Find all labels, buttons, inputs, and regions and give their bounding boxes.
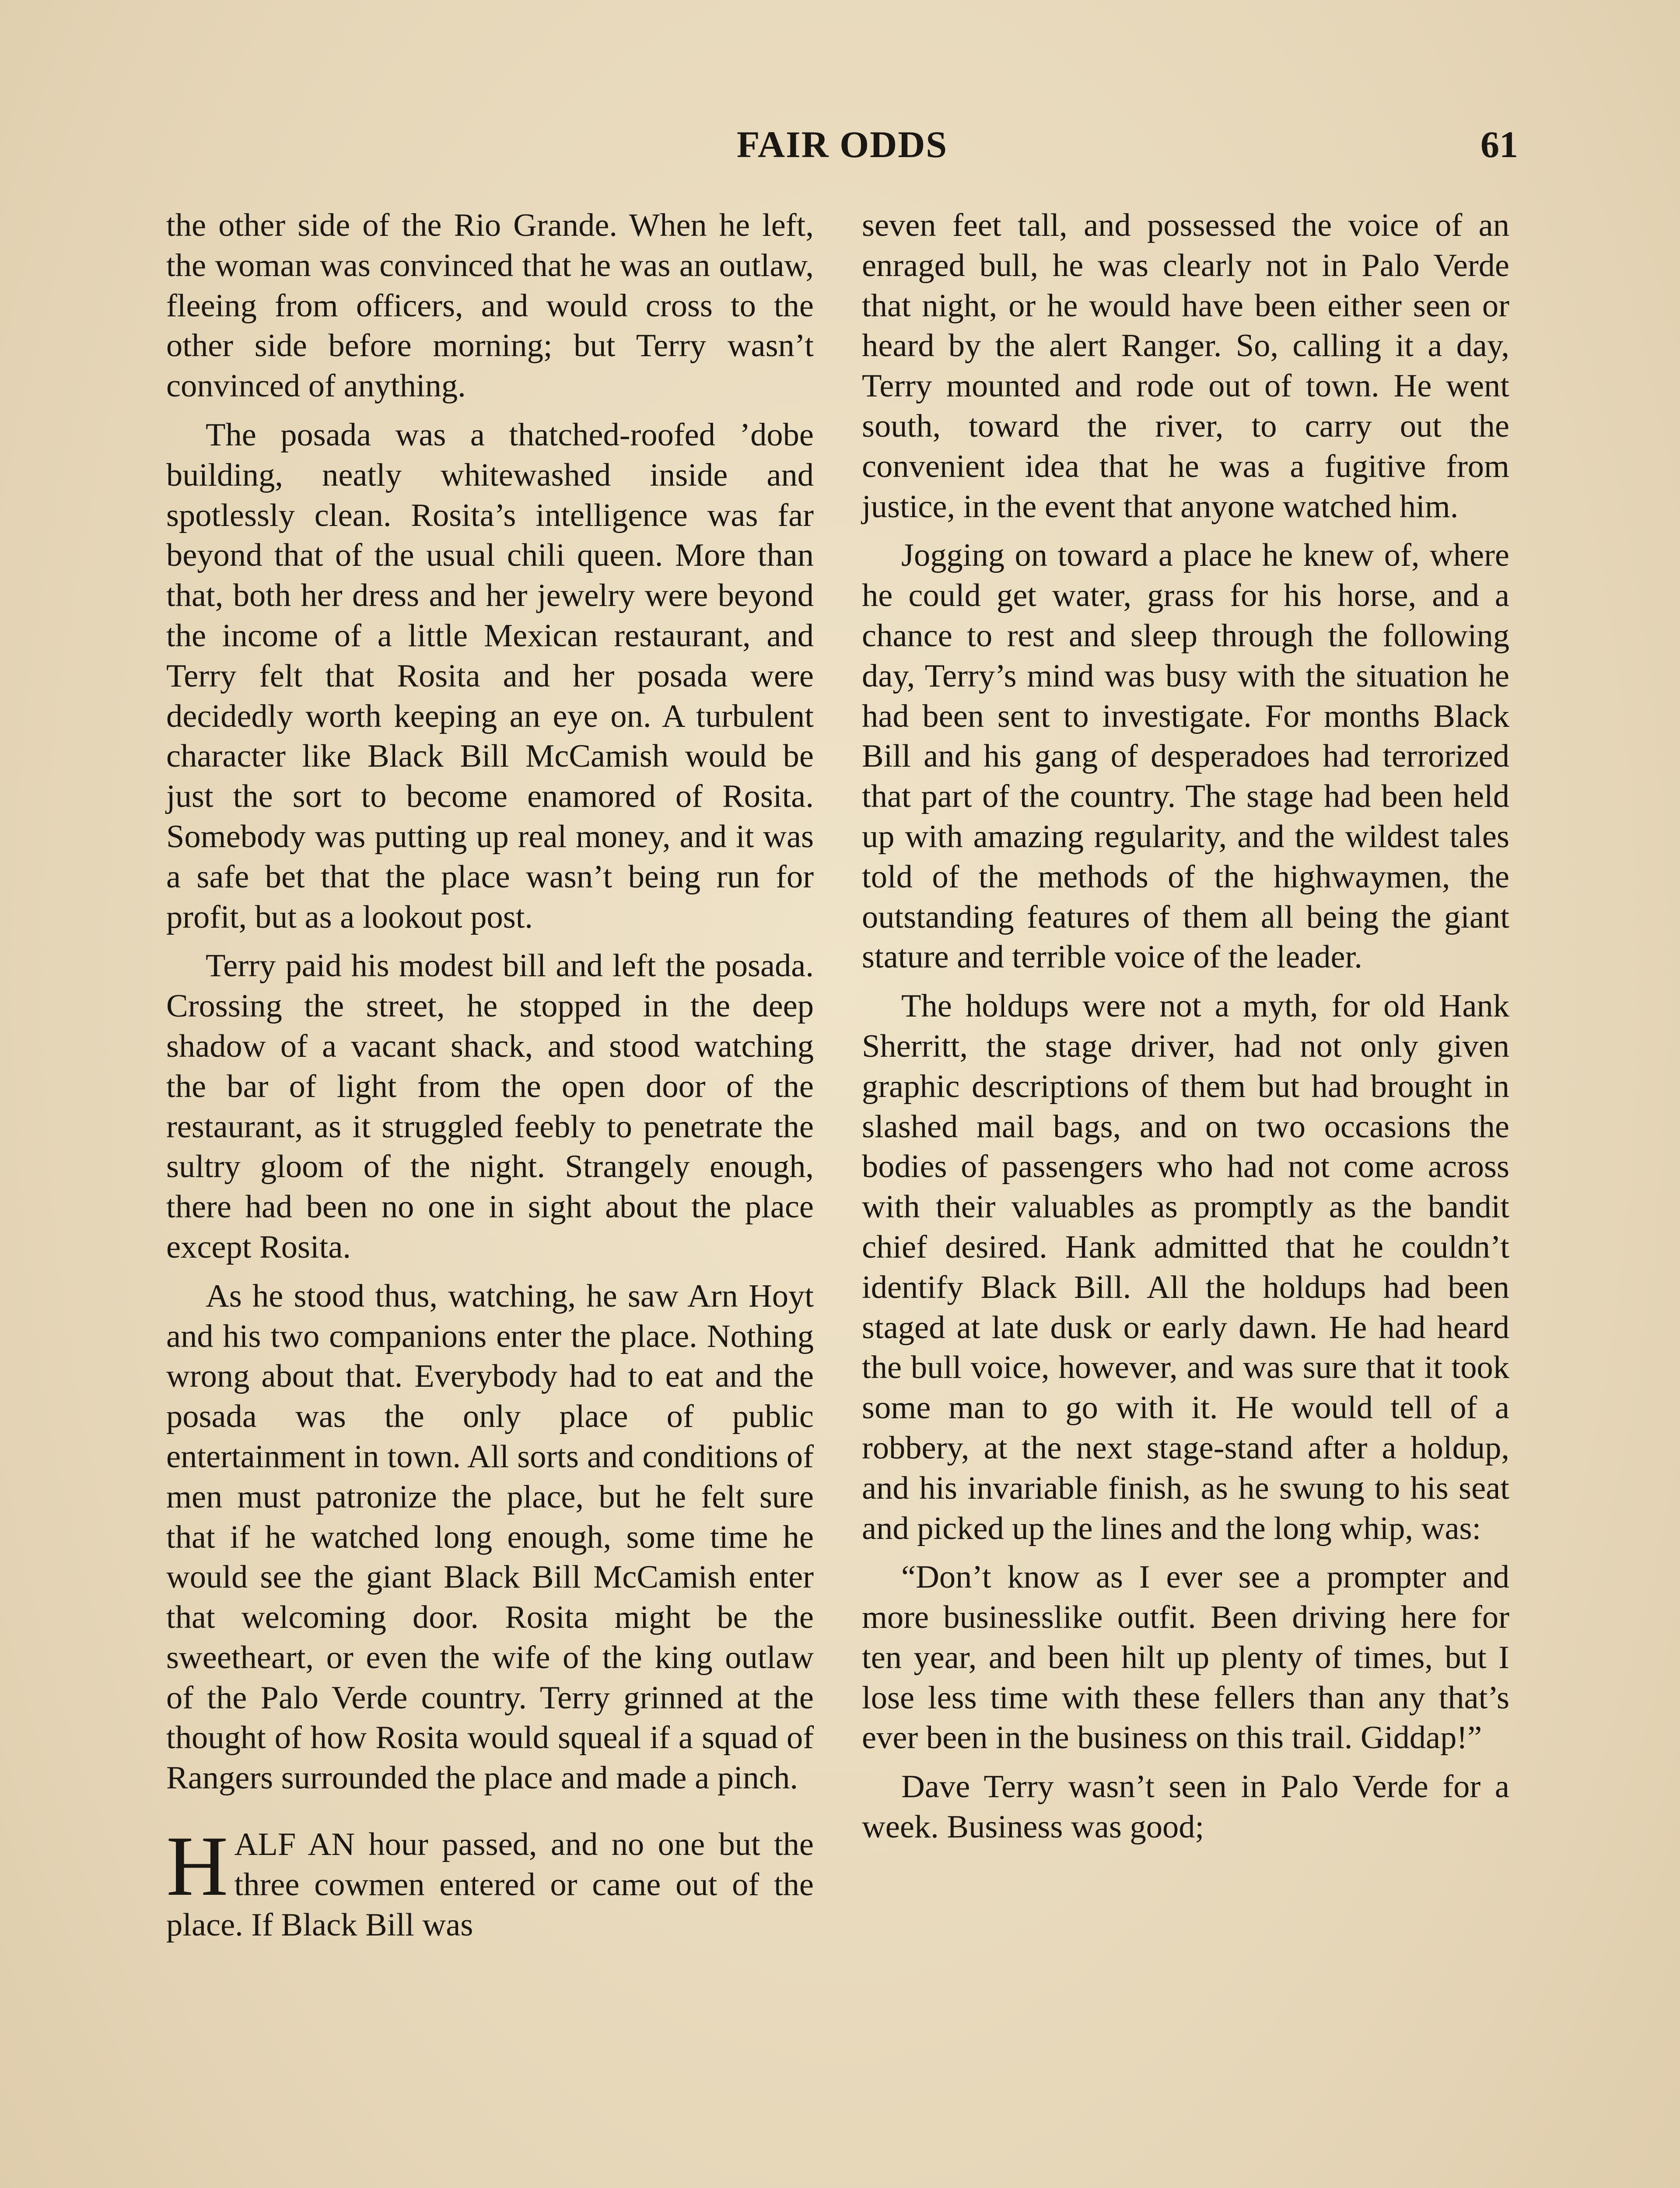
paragraph: As he stood thus, watching, he saw Arn Hoyt and his two companions enter the place. Nothing wrong about that. Everybody had to eat and the posada was the only place of public entertainment in town. All sorts and conditions of men must patronize the place, but he felt sure that if he watched long enough, some time he would see the giant Black Bill McCamish enter that welcoming door. Rosita might be the sweetheart, or even the wife of the king outlaw of the Palo Verde country. Terry grinned at the thought of how Rosita would squeal if a squad of Rangers surrounded the place and made a pinch.	[166, 1278, 814, 1796]
page-header	[166, 123, 1518, 171]
paragraph: the other side of the Rio Grande. When he left, the woman was convinced that he was an outlaw, fleeing from officers, and would cross to the other side before morning; but Terry wasn’t convinced of anything.	[166, 207, 814, 404]
paragraph: Jogging on toward a place he knew of, where he could get water, grass for his horse, and a chance to rest and sleep through the following day, Terry’s mind was busy with the situation he had been sent to investigate. For months Black Bill and his gang of desperadoes had terrorized that part of the country. The stage had been held up with amazing regularity, and the wildest tales told of the methods of the highwaymen, the outstanding features of them all being the giant stature and terrible voice of the leader.	[862, 537, 1509, 975]
paragraph: seven feet tall, and possessed the voice of an enraged bull, he was clearly not in Palo Verde that night, or he would have been either seen or heard by the alert Ranger. So, calling it a day, Terry mounted and rode out of town. He went south, toward the river, to carry out the convenient idea that he was a fugitive from justice, in the event that anyone watched him.	[862, 207, 1509, 525]
paragraph: The posada was a thatched-roofed ’dobe building, neatly whitewashed inside and spotlessly clean. Rosita’s intelligence was far beyond that of the usual chili queen. More than that, both her dress and her jewelry were beyond the income of a little Mexican restaurant, and Terry felt that Rosita and her posada were decidedly worth keeping an eye on. A turbulent character like Black Bill McCamish would be just the sort to become enamored of Rosita. Somebody was putting up real money, and it was a safe bet that the place wasn’t being run for profit, but as a lookout post.	[166, 417, 814, 935]
section-start-paragraph	[166, 1819, 814, 1945]
page-number: 61	[1480, 123, 1518, 165]
paragraph: The holdups were not a myth, for old Hank Sherritt, the stage driver, had not only given graphic descriptions of them but had brought in slashed mail bags, and on two occasions the bodies of passengers who had not come across with their valuables as promptly as the bandit chief desired. Hank admitted that he couldn’t identify Black Bill. All the holdups had been staged at late dusk or early dawn. He had heard the bull voice, however, and was sure that it took some man to go with it. He would tell of a robbery, at the next stage-stand after a holdup, and his invariable finish, as he swung to his seat and picked up the lines and the long whip, was:	[862, 988, 1509, 1546]
paragraph: Dave Terry wasn’t seen in Palo Verde for a week. Business was good;	[862, 1769, 1509, 1845]
right-column	[862, 206, 1509, 1856]
paragraph-text: ALF AN hour passed, and no one but the three cowmen entered or came out of the place. If Black Bill was	[166, 1827, 814, 1943]
paragraph: Terry paid his modest bill and left the posada. Crossing the street, he stopped in the deep shadow of a vacant shack, and stood watching the bar of light from the open door of the restaurant, as it struggled feebly to penetrate the sultry gloom of the night. Strangely enough, there had been no one in sight about the place except Rosita.	[166, 948, 814, 1265]
drop-cap: H	[166, 1819, 228, 1914]
left-column	[166, 206, 814, 1954]
running-title: FAIR ODDS	[736, 123, 948, 165]
paragraph: “Don’t know as I ever see a prompter and more businesslike outfit. Been driving here for ten year, and been hilt up plenty of times, but I lose less time with these fellers than any that’s ever been in the business on this trail. Giddap!”	[862, 1559, 1509, 1756]
